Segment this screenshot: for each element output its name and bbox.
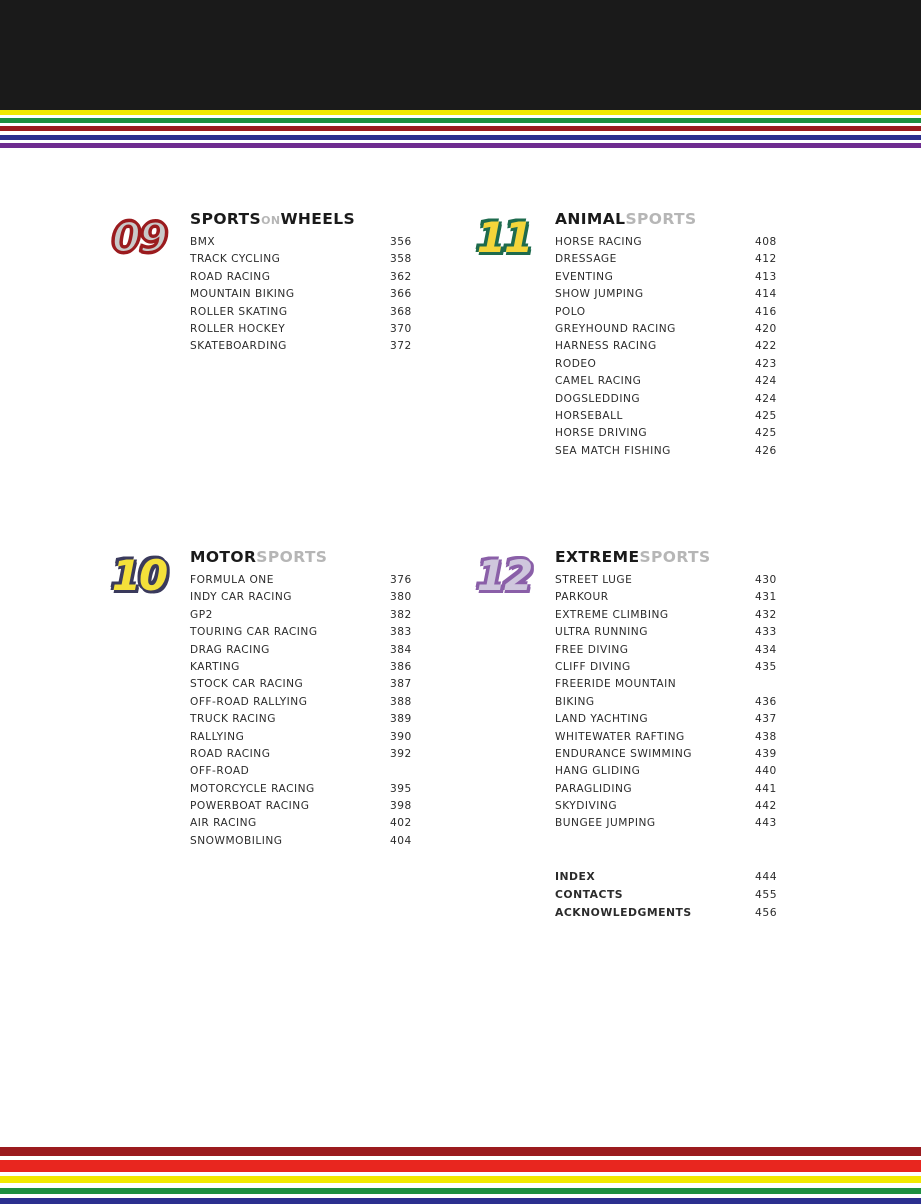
chapter-title-11 (555, 210, 780, 228)
toc-entry-label: INDY CAR RACING (190, 591, 292, 604)
toc-entry-label: GREYHOUND RACING (555, 322, 676, 335)
toc-entry-page: 358 (390, 253, 412, 266)
chapter-number-12: 12 (476, 551, 532, 600)
toc-entry-page: 425 (755, 427, 777, 440)
toc-entry[interactable] (190, 574, 415, 591)
toc-entry-page: 440 (755, 765, 777, 778)
toc-entry-label: BUNGEE JUMPING (555, 817, 656, 830)
toc-entry-label: DOGSLEDDING (555, 392, 641, 405)
chapter-11[interactable] (470, 210, 780, 462)
toc-entry-page: 402 (390, 817, 412, 830)
chapter-title-part2: SPORTS (625, 210, 697, 228)
toc-entry[interactable] (190, 609, 415, 626)
chapter-number-11: 11 (476, 213, 532, 262)
toc-entry-label: FREE DIVING (555, 643, 629, 656)
toc-entry-page: 382 (390, 608, 412, 621)
toc-entry-label: PARKOUR (555, 591, 609, 604)
toc-entry-label: BMX (190, 236, 216, 248)
toc-entry[interactable] (190, 800, 415, 817)
toc-entry-page: 395 (390, 782, 412, 795)
toc-entry[interactable] (190, 288, 415, 305)
toc-entry[interactable] (190, 713, 415, 730)
toc-entry-page: 433 (755, 626, 777, 639)
chapter-title-part1: EXTREME (555, 548, 640, 566)
toc-entry[interactable] (555, 696, 780, 713)
toc-entry-label: RODEO (555, 357, 597, 370)
toc-entry[interactable] (555, 323, 780, 340)
back-matter-page: 456 (755, 906, 778, 919)
toc-entry-label: STREET LUGE (555, 574, 633, 586)
toc-entry-page: 442 (755, 800, 777, 813)
toc-entry[interactable] (190, 765, 415, 782)
toc-entry-page: 390 (390, 730, 412, 743)
toc-entry[interactable] (190, 835, 415, 852)
toc-entry-label: BIKING (555, 695, 595, 708)
chapter-column-11 (470, 210, 780, 462)
toc-entry[interactable] (555, 731, 780, 748)
toc-entry[interactable] (555, 748, 780, 765)
toc-entry[interactable] (555, 644, 780, 661)
chapter-12[interactable] (470, 548, 780, 835)
toc-entry-label: POLO (555, 305, 586, 318)
toc-entry-label: ULTRA RUNNING (555, 626, 648, 639)
toc-entry[interactable] (555, 765, 780, 782)
toc-entry-label: FORMULA ONE (190, 574, 274, 586)
toc-entry-page: 384 (390, 643, 412, 656)
toc-entry[interactable] (555, 661, 780, 678)
toc-entry-page: 368 (390, 305, 412, 318)
toc-entry-label: PARAGLIDING (555, 782, 633, 795)
toc-entry[interactable] (190, 817, 415, 834)
toc-entry[interactable] (190, 731, 415, 748)
toc-entry-page: 370 (390, 322, 412, 335)
toc-entry-label: KARTING (190, 660, 240, 673)
toc-entry[interactable] (555, 445, 780, 462)
toc-entry-label: EXTREME CLIMBING (555, 608, 669, 621)
toc-entry-label: CAMEL RACING (555, 375, 642, 388)
toc-entry-label: HORSEBALL (555, 409, 623, 422)
toc-entry-page: 398 (390, 800, 412, 813)
chapter-09[interactable] (105, 210, 415, 358)
toc-entry-label: HORSE RACING (555, 236, 643, 248)
chapter-title-part2: SPORTS (639, 548, 711, 566)
toc-entry-label: MOUNTAIN BIKING (190, 288, 295, 301)
toc-entry-page: 387 (390, 678, 412, 691)
toc-entry[interactable] (555, 271, 780, 288)
toc-entry-page: 404 (390, 834, 412, 847)
toc-entry-label: HANG GLIDING (555, 765, 641, 778)
toc-entry-page: 414 (755, 288, 777, 301)
chapter-number-10: 10 (111, 551, 167, 600)
chapter-10[interactable] (105, 548, 415, 852)
toc-entry[interactable] (555, 817, 780, 834)
toc-entry-label: ROLLER HOCKEY (190, 322, 286, 335)
toc-entry[interactable] (190, 748, 415, 765)
chapter-title-mid: ON (261, 214, 281, 227)
chapter-title-part1: MOTOR (190, 548, 257, 566)
toc-entry[interactable] (190, 591, 415, 608)
toc-entry[interactable] (555, 678, 780, 695)
toc-entry-label: SEA MATCH FISHING (555, 444, 671, 457)
decor-stripe (0, 1198, 921, 1204)
decor-stripe (0, 1176, 921, 1183)
toc-entry-label: FREERIDE MOUNTAIN (555, 678, 677, 691)
toc-entry-page: 437 (755, 713, 777, 726)
chapter-title-part1: ANIMAL (555, 210, 626, 228)
toc-entry-label: SNOWMOBILING (190, 834, 283, 847)
toc-entry-page: 432 (755, 608, 777, 621)
toc-entry-label: MOTORCYCLE RACING (190, 782, 315, 795)
toc-entry[interactable] (190, 626, 415, 643)
chapter-entry-list-11 (555, 236, 780, 462)
chapter-number-09: 09 (111, 213, 167, 262)
toc-entry-page: 439 (755, 747, 777, 760)
decor-stripe (0, 1147, 921, 1156)
toc-entry-page: 383 (390, 626, 412, 639)
toc-entry-page: 420 (755, 322, 777, 335)
toc-entry-page: 443 (755, 817, 777, 830)
toc-entry[interactable] (555, 591, 780, 608)
chapter-title-09 (190, 210, 415, 228)
toc-entry-page: 438 (755, 730, 777, 743)
toc-entry[interactable] (555, 306, 780, 323)
toc-entry-label: STOCK CAR RACING (190, 678, 304, 691)
toc-entry-page: 424 (755, 375, 777, 388)
chapter-title-part2: SPORTS (256, 548, 328, 566)
toc-entry-label: RALLYING (190, 730, 245, 743)
toc-entry-page: 425 (755, 409, 777, 422)
toc-entry[interactable] (555, 713, 780, 730)
toc-entry[interactable] (555, 253, 780, 270)
toc-entry-page: 441 (755, 782, 777, 795)
toc-entry[interactable] (555, 800, 780, 817)
toc-entry-label: HARNESS RACING (555, 340, 657, 353)
toc-entry-label: DRESSAGE (555, 253, 617, 266)
toc-entry-page: 422 (755, 340, 777, 353)
chapter-column-09 (105, 210, 415, 358)
toc-entry[interactable] (555, 410, 780, 427)
toc-entry-label: CLIFF DIVING (555, 660, 631, 673)
chapter-column-10 (105, 548, 415, 852)
toc-entry-page: 416 (755, 305, 777, 318)
toc-entry[interactable] (190, 271, 415, 288)
toc-entry-page: 392 (390, 747, 412, 760)
toc-entry-page: 431 (755, 591, 777, 604)
toc-entry-page: 372 (390, 340, 412, 353)
toc-entry-label: EVENTING (555, 270, 614, 283)
back-matter-page: 455 (755, 888, 778, 901)
toc-entry[interactable] (555, 427, 780, 444)
toc-entry[interactable] (190, 783, 415, 800)
toc-entry[interactable] (190, 253, 415, 270)
toc-entry-page: 366 (390, 288, 412, 301)
chapter-number-badge-12 (470, 548, 538, 606)
toc-entry[interactable] (190, 323, 415, 340)
toc-entry-label: SKYDIVING (555, 800, 618, 813)
toc-entry-page: 362 (390, 270, 412, 283)
toc-entry-page: 386 (390, 660, 412, 673)
toc-entry-label: POWERBOAT RACING (190, 800, 310, 813)
toc-entry[interactable] (555, 626, 780, 643)
toc-entry[interactable] (555, 236, 780, 253)
toc-entry-page: 413 (755, 270, 777, 283)
toc-entry-label: SHOW JUMPING (555, 288, 644, 301)
toc-entry-label: GP2 (190, 608, 213, 621)
toc-entry-label: DRAG RACING (190, 643, 270, 656)
toc-entry[interactable] (555, 340, 780, 357)
toc-entry[interactable] (190, 644, 415, 661)
toc-entry[interactable] (555, 574, 780, 591)
back-matter-label: CONTACTS (555, 888, 624, 901)
toc-entry-page: 412 (755, 253, 777, 266)
toc-entry[interactable] (555, 783, 780, 800)
chapter-column-12 (470, 548, 780, 835)
toc-entry-page: 376 (390, 574, 412, 586)
chapter-title-10 (190, 548, 415, 566)
toc-entry[interactable] (555, 288, 780, 305)
chapter-number-badge-09 (105, 210, 173, 268)
toc-entry-page: 436 (755, 695, 777, 708)
back-matter-label: INDEX (555, 870, 596, 883)
chapter-entry-list-12 (555, 574, 780, 835)
toc-entry[interactable] (555, 358, 780, 375)
toc-entry[interactable] (555, 393, 780, 410)
toc-entry-label: ROAD RACING (190, 270, 271, 283)
toc-entry-page: 430 (755, 574, 777, 586)
chapter-entry-list-09 (190, 236, 415, 358)
toc-entry-page: 388 (390, 695, 412, 708)
toc-entry-page: 423 (755, 357, 777, 370)
toc-entry-page: 435 (755, 660, 777, 673)
chapter-title-12 (555, 548, 780, 566)
toc-entry-label: ROLLER SKATING (190, 305, 288, 318)
decor-stripe (0, 1160, 921, 1172)
toc-entry-page: 424 (755, 392, 777, 405)
toc-entry[interactable] (190, 340, 415, 357)
chapter-entry-list-10 (190, 574, 415, 852)
toc-entry-label: WHITEWATER RAFTING (555, 730, 685, 743)
toc-entry-page: 380 (390, 591, 412, 604)
toc-entry-label: OFF-ROAD RALLYING (190, 695, 308, 708)
toc-entry-label: ROAD RACING (190, 747, 271, 760)
toc-entry-page: 356 (390, 236, 412, 248)
toc-entry-label: TRACK CYCLING (190, 253, 281, 266)
toc-entry-label: LAND YACHTING (555, 713, 649, 726)
chapter-title-part2: WHEELS (280, 210, 356, 228)
toc-entry-label: ENDURANCE SWIMMING (555, 747, 692, 760)
toc-entry-page: 389 (390, 713, 412, 726)
toc-entry-page: 408 (755, 236, 777, 248)
toc-entry[interactable] (190, 696, 415, 713)
toc-entry-label: SKATEBOARDING (190, 340, 287, 353)
chapter-number-badge-11 (470, 210, 538, 268)
toc-entry-page: 426 (755, 444, 777, 457)
toc-entry-label: AIR RACING (190, 817, 257, 830)
toc-entry[interactable] (190, 236, 415, 253)
toc-entry-label: HORSE DRIVING (555, 427, 648, 440)
toc-entry[interactable] (190, 306, 415, 323)
toc-entry-label: OFF-ROAD (190, 765, 250, 778)
toc-entry-label: TOURING CAR RACING (190, 626, 318, 639)
toc-entry-page: 434 (755, 643, 777, 656)
back-matter-page: 444 (755, 870, 778, 883)
chapter-title-part1: SPORTS (190, 210, 262, 228)
chapter-number-badge-10 (105, 548, 173, 606)
toc-entry[interactable] (555, 609, 780, 626)
toc-entry[interactable] (190, 678, 415, 695)
toc-entry[interactable] (190, 661, 415, 678)
toc-entry-label: TRUCK RACING (190, 713, 276, 726)
toc-entry[interactable] (555, 375, 780, 392)
back-matter-label: ACKNOWLEDGMENTS (555, 906, 692, 919)
